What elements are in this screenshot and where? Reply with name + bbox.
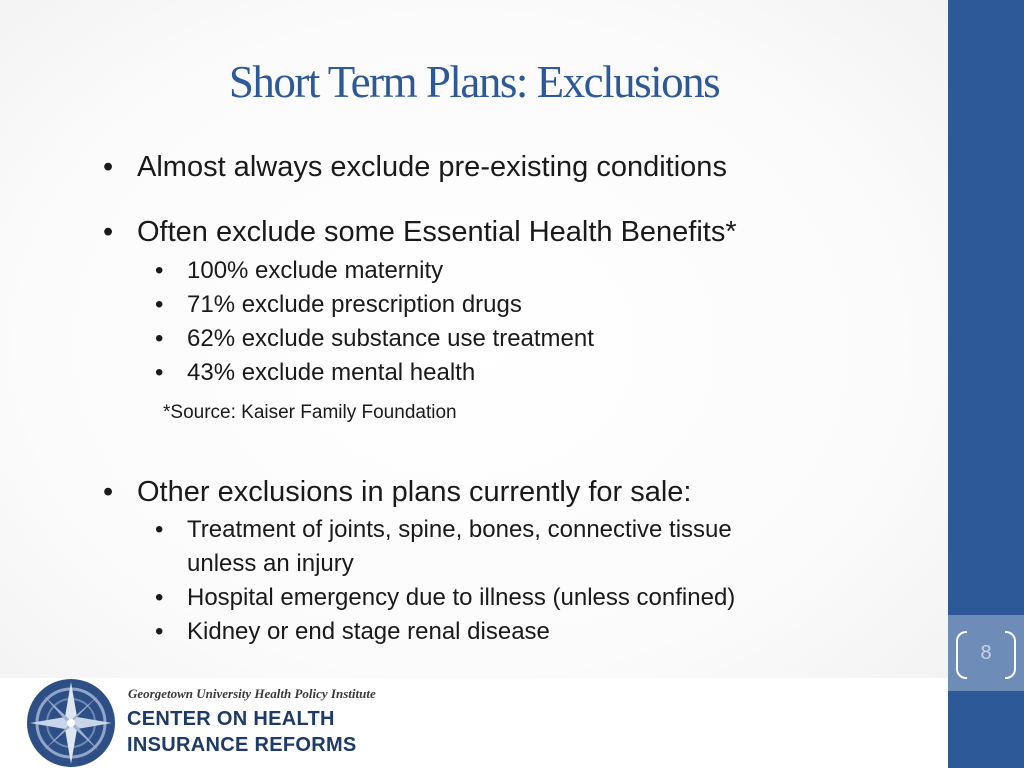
sub-bullet-prescription: • 71% exclude prescription drugs [187, 288, 522, 322]
footer-logo [0, 678, 948, 768]
page-number: 8 [980, 642, 992, 664]
sub-bullet-maternity: • 100% exclude maternity [187, 254, 443, 288]
source-note: *Source: Kaiser Family Foundation [163, 402, 457, 423]
bullet-other-exclusions: • Other exclusions in plans currently for sale: [137, 476, 691, 509]
institute-name: Georgetown University Health Policy Institute [128, 686, 376, 701]
right-bracket [1005, 631, 1016, 679]
sub-bullet-joints: • Treatment of joints, spine, bones, connective tissue unless an injury [187, 513, 787, 581]
bullet-pre-existing: • Almost always exclude pre-existing conditions [137, 151, 727, 184]
slide-title: Short Term Plans: Exclusions [228, 57, 720, 107]
sub-bullet-mental-health: • 43% exclude mental health [187, 356, 475, 390]
sub-bullet-hospital: • Hospital emergency due to illness (unless confined) [187, 581, 735, 615]
page-number-box [948, 615, 1024, 691]
sub-bullet-kidney: • Kidney or end stage renal disease [187, 615, 550, 649]
sub-bullet-substance: • 62% exclude substance use treatment [187, 322, 594, 356]
center-name-line1: CENTER ON HEALTH [127, 708, 335, 730]
bullet-essential-benefits: • Often exclude some Essential Health Benefits* [137, 216, 737, 249]
compass-star-icon [24, 678, 118, 768]
center-name-line2: INSURANCE REFORMS [127, 734, 357, 756]
